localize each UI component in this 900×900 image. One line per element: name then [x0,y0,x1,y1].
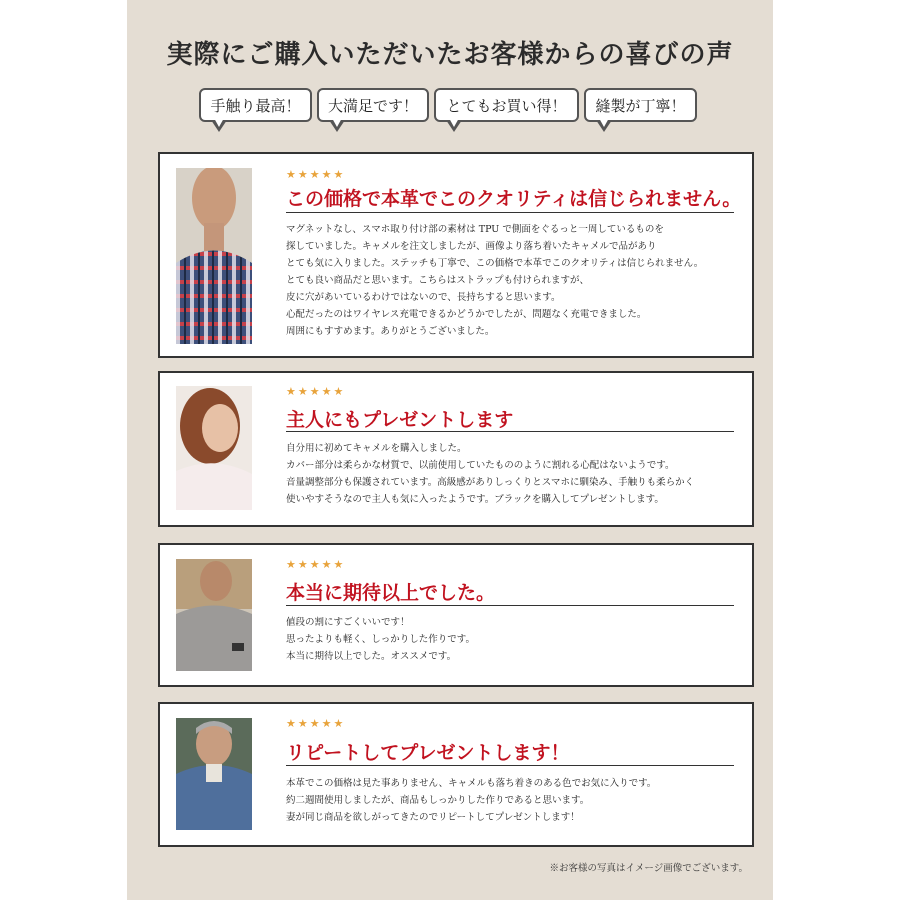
review-line: 本革でこの価格は見た事ありません、キャメルも落ち着きのある色でお気に入りです。 [286,778,657,789]
title-underline [286,605,734,606]
review-line: とても気に入りました。ステッチも丁寧で、この価格で本革でこのクオリティは信じられません。 [286,258,704,269]
review-line: 妻が同じ商品を欲しがってきたのでリピートしてプレゼントします！ [286,812,580,823]
title-underline [286,431,734,432]
review-line: 本当に期待以上でした。オススメです。 [286,651,457,662]
speech-bubble-2 [317,88,429,122]
customer-photo [176,168,252,344]
review-line: 自分用に初めてキャメルを購入しました。 [286,443,467,454]
review-title: リピートしてプレゼントします！ [286,742,570,764]
review-line: 探していました。キャメルを注文しましたが、画像より落ち着いたキャメルで品があり [286,241,657,252]
review-line: カバー部分は柔らかな材質で、以前使用していたもののように割れる心配はないようです。 [286,460,675,471]
title-underline [286,765,734,766]
customer-photo [176,559,252,671]
review-line: 約二週間使用しましたが、商品もしっかりした作りであると思います。 [286,795,590,806]
review-line: 思ったよりも軽く、しっかりした作りです。 [286,634,476,645]
review-body [286,614,740,665]
speech-bubble-1 [199,88,312,122]
review-line: 皮に穴があいているわけではないので、長持ちすると思います。 [286,292,561,303]
bubble-tail [211,120,227,132]
star-rating: ★★★★★ [286,558,346,571]
review-title: 本当に期待以上でした。 [286,582,496,604]
speech-bubble-4 [584,88,697,122]
review-title: 主人にもプレゼントします [286,409,514,431]
bubble-tail [446,120,462,132]
review-line: 音量調整部分も保護されています。高級感がありしっくりとスマホに馴染み、手触りも柔らかく [286,477,695,488]
page-headline: 実際にご購入いただいたお客様からの喜びの声 [166,40,734,70]
review-body [286,440,740,508]
review-line: マグネットなし、スマホ取り付け部の素材は TPU で側面をぐるっと一周しているものを [286,224,664,235]
review-line: 値段の割にすごくいいです！ [286,617,410,628]
title-underline [286,212,734,213]
bubble-label: とてもお買い得！ [446,96,567,115]
bubble-label: 縫製が丁寧！ [595,96,686,115]
review-card-2 [158,371,754,527]
bubble-tail [596,120,612,132]
customer-photo [176,386,252,510]
review-card-3 [158,543,754,687]
star-rating: ★★★★★ [286,168,346,181]
customer-photo [176,718,252,830]
star-rating: ★★★★★ [286,717,346,730]
speech-bubble-3 [434,88,579,122]
bubble-tail [329,120,345,132]
review-body [286,775,740,826]
review-line: 使いやすそうなので主人も気に入ったようです。ブラックを購入してプレゼントします。 [286,494,664,505]
review-card-1 [158,152,754,358]
review-line: 周囲にもすすめます。ありがとうございました。 [286,326,495,337]
photo-disclaimer: ※お客様の写真はイメージ画像でございます。 [549,863,748,874]
review-line: 心配だったのはワイヤレス充電できるかどうかでしたが、問題なく充電できました。 [286,309,647,320]
star-rating: ★★★★★ [286,385,346,398]
bubble-label: 大満足です！ [327,96,418,115]
review-line: とても良い商品だと思います。こちらはストラップも付けられますが、 [286,275,590,286]
review-card-4 [158,702,754,847]
review-title: この価格で本革でこのクオリティは信じられません。 [286,188,742,210]
bubble-label: 手触り最高！ [210,96,301,115]
review-body [286,221,740,340]
